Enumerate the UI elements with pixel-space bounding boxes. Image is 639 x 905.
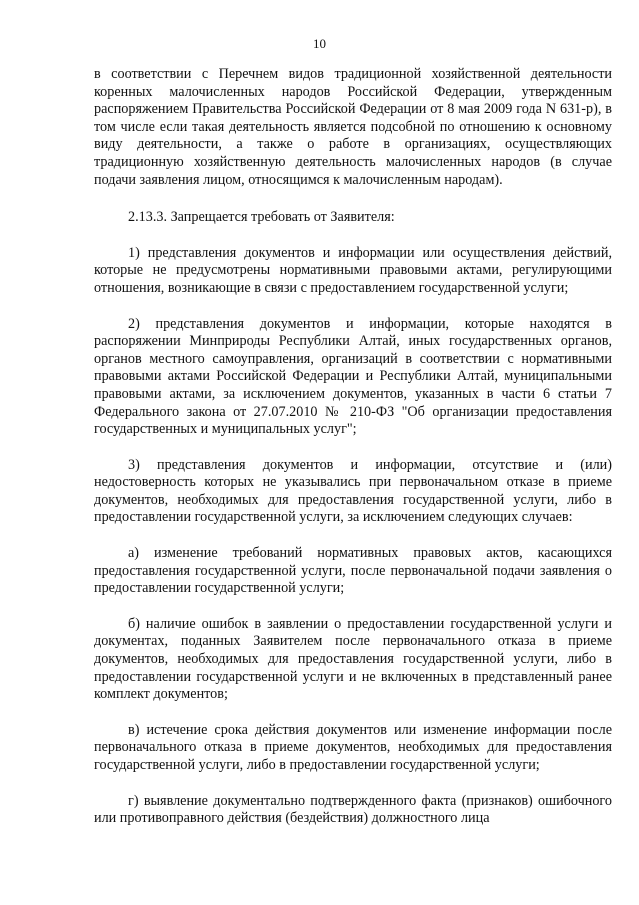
paragraph-continuation: в соответствии с Перечнем видов традиционной хозяйственной деятельности коренных малочисленных народов Российской Федерации, утвержденным распоряжением Правительства Российской Федерации от 8 мая 2009 года N 631-р), в том числе если такая деятельность является подсобной по отношению к основному виду деятельности, а также о работе в организациях, осуществляющих традиционную хозяйственную деятельность малочисленных народов (в случае подачи заявления лицом, относящимся к малочисленным народам). — [94, 66, 612, 188]
sub-item-a: а) изменение требований нормативных правовых актов, касающихся предоставления государственной услуги, после первоначальной подачи заявления о предоставлении государственной услуги; — [94, 545, 612, 597]
sub-item-v: в) истечение срока действия документов или изменение информации после первоначального отказа в приеме документов, необходимых для предоставления государственной услуги, либо в предоставлении государственной услуги; — [94, 721, 612, 773]
list-item-1: 1) представления документов и информации или осуществления действий, которые не предусмотрены нормативными правовыми актами, регулирующими отношения, возникающие в связи с предоставлением государственной услуги; — [94, 244, 612, 296]
sub-item-b: б) наличие ошибок в заявлении о предоставлении государственной услуги и документах, поданных Заявителем после первоначального отказа в приеме документов, необходимых для предоставления государственной услуги, либо в предоставлении государственной услуги и не включенных в представленный ранее комплект документов; — [94, 615, 612, 703]
document-body — [94, 66, 612, 846]
section-heading-2-13-3: 2.13.3. Запрещается требовать от Заявителя: — [128, 209, 395, 226]
list-item-3: 3) представления документов и информации, отсутствие и (или) недостоверность которых не указывались при первоначальном отказе в приеме документов, необходимых для предоставления государственной услуги, либо в предоставлении государственной услуги, за исключением следующих случаев: — [94, 456, 612, 526]
sub-item-g: г) выявление документально подтвержденного факта (признаков) ошибочного или противоправного действия (бездействия) должностного лица — [94, 792, 612, 827]
page-number: 10 — [313, 36, 326, 51]
list-item-2: 2) представления документов и информации, которые находятся в распоряжении Минприроды Республики Алтай, иных государственных органов, органов местного самоуправления, организаций в соответствии с нормативными правовыми актами Российской Федерации и Республики Алтай, муниципальными правовыми актами, за исключением документов, указанных в части 6 статьи 7 Федерального закона от 27.07.2010 № 210-ФЗ "Об организации предоставления государственных и муниципальных услуг"; — [94, 315, 612, 438]
